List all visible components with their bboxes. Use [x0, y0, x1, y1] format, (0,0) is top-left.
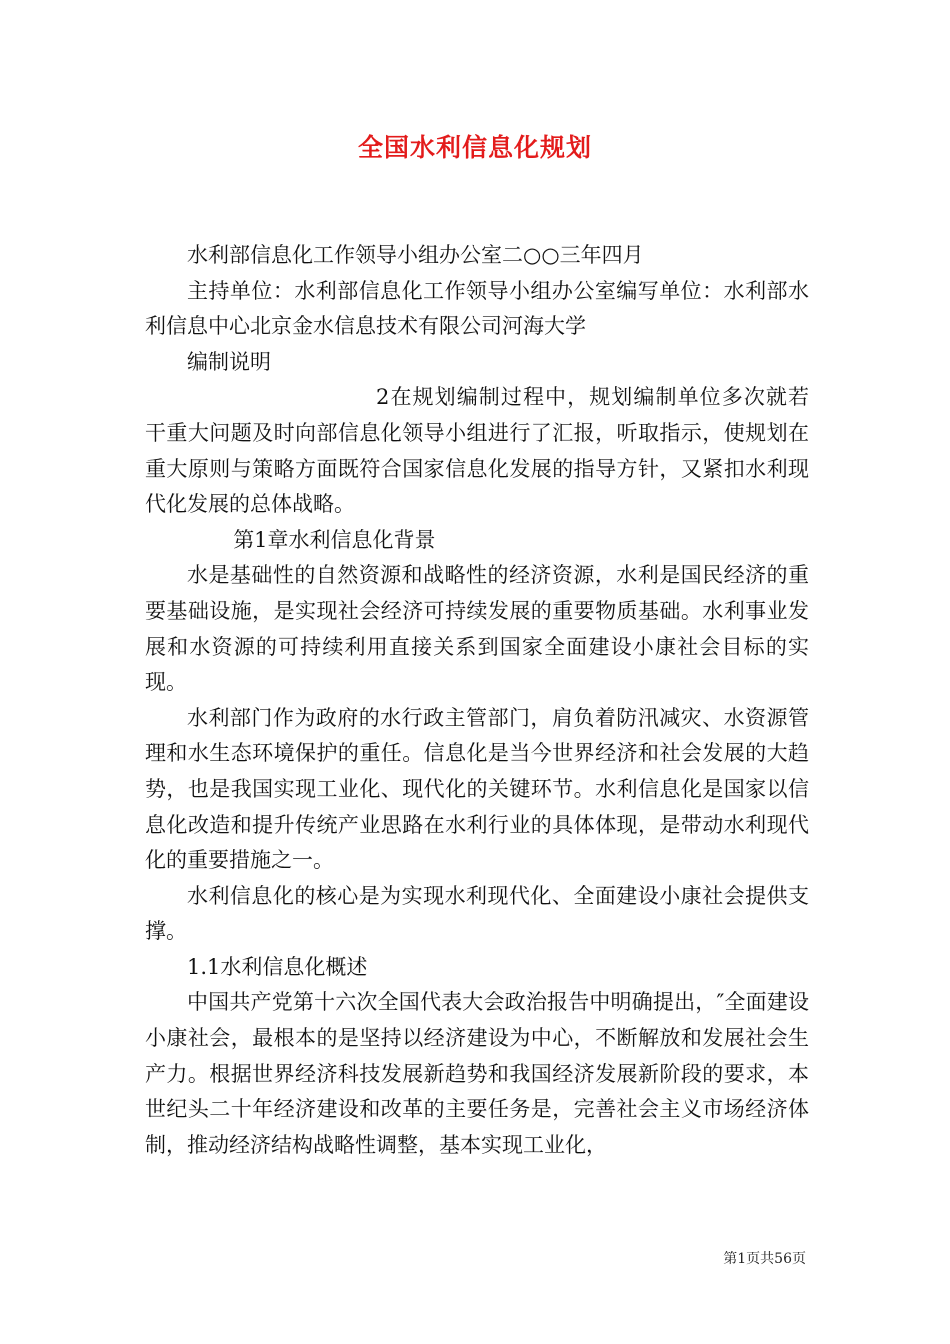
page-number-footer: 第1页共56页 [723, 1251, 806, 1267]
section-heading-1-1: 1.1水利信息化概述 [187, 954, 368, 979]
document-body [145, 238, 809, 1163]
paragraph-compilation-note: 2在规划编制过程中，规划编制单位多次就若干重大问题及时向部信息化领导小组进行了汇报，听取指示，使规划在重大原则与策略方面既符合国家信息化发展的指导方针，又紧扣水利现代化发展的总体战略。 [145, 385, 809, 517]
paragraph-water-resources: 水是基础性的自然资源和战略性的经济资源，水利是国民经济的重要基础设施，是实现社会经济可持续发展的重要物质基础。水利事业发展和水资源的可持续利用直接关系到国家全面建设小康社会目标的实现。 [145, 563, 809, 695]
paragraph-issuer-date: 水利部信息化工作领导小组办公室二○○三年四月 [187, 243, 644, 267]
paragraph-compilation-note-heading: 编制说明 [187, 349, 271, 374]
document-title: 全国水利信息化规划 [357, 133, 592, 162]
paragraph-congress-report: 中国共产党第十六次全国代表大会政治报告中明确提出，″全面建设小康社会，最根本的是坚持以经济建设为中心，不断解放和发展社会生产力。根据世界经济科技发展新趋势和我国经济发展新阶段的要求，本世纪头二十年经济建设和改革的主要任务是，完善社会主义市场经济体制，推动经济结构战略性调整，基本实现工业化， [145, 990, 809, 1157]
chapter-heading-1: 第1章水利信息化背景 [233, 527, 436, 552]
paragraph-water-department: 水利部门作为政府的水行政主管部门，肩负着防汛减灾、水资源管理和水生态环境保护的重任。信息化是当今世界经济和社会发展的大趋势，也是我国实现工业化、现代化的关键环节。水利信息化是国家以信息化改造和提升传统产业思路在水利行业的具体体现，是带动水利现代化的重要措施之一。 [145, 705, 809, 873]
paragraph-organizers: 主持单位：水利部信息化工作领导小组办公室编写单位：水利部水利信息中心北京金水信息技术有限公司河海大学 [145, 278, 809, 339]
paragraph-core: 水利信息化的核心是为实现水利现代化、全面建设小康社会提供支撑。 [145, 883, 809, 944]
